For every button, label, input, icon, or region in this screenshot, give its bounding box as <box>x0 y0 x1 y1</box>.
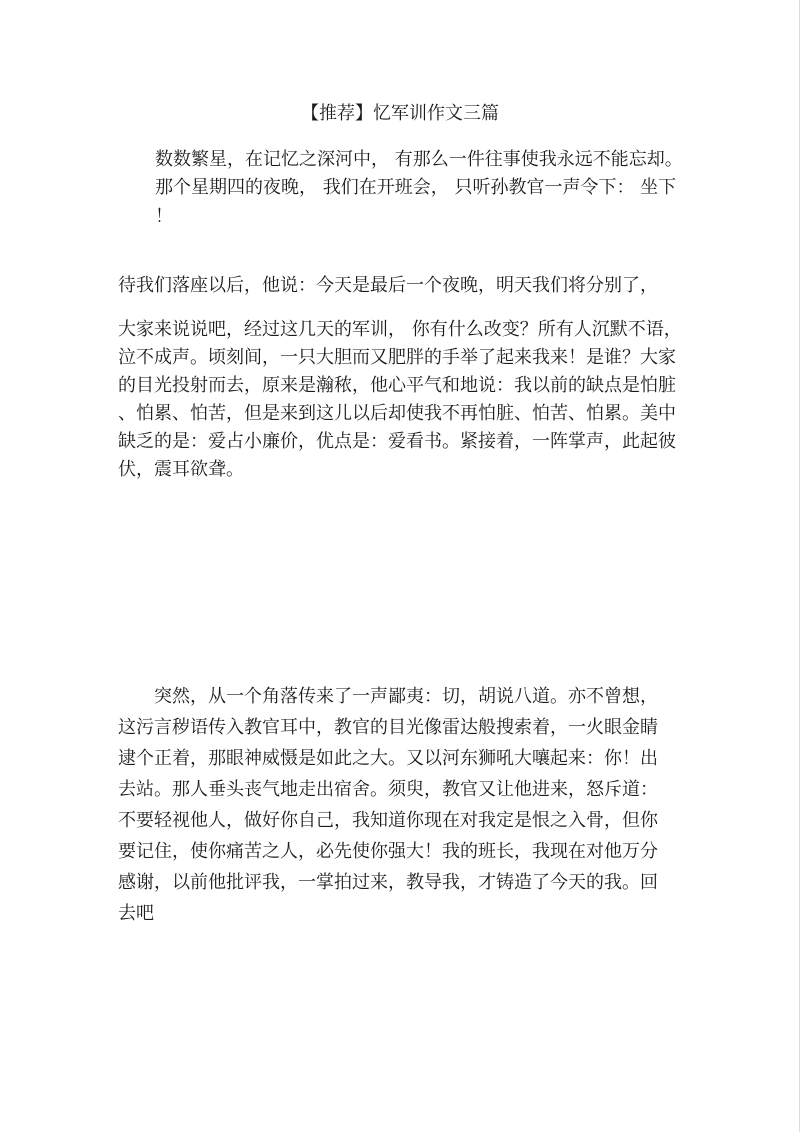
para4-line-2: 这污言秽语传入教官耳中，教官的目光像雷达般搜索着，一火眼金睛 <box>118 717 658 738</box>
para4-line-6: 要记住，使你痛苦之人，必先使你强大！我的班长，我现在对他万分 <box>118 841 658 862</box>
para4-line-3: 逮个正着，那眼神威慑是如此之大。又以河东狮吼大嚷起来：你！出 <box>118 748 658 769</box>
para4-line-7: 感谢，以前他批评我，一掌拍过来，教导我，才铸造了今天的我。回 <box>118 872 658 893</box>
para3-line-4: 、怕累、怕苦，但是来到这儿以后却使我不再怕脏、怕苦、怕累。美中 <box>118 403 676 424</box>
para3-line-5: 缺乏的是：爱占小廉价，优点是：爱看书。紧接着，一阵掌声，此起彼 <box>118 431 676 452</box>
document-title: 【推荐】忆军训作文三篇 <box>301 103 499 124</box>
para3-line-3: 的目光投射而去，原来是瀚秾，他心平气和地说：我以前的缺点是怕脏 <box>118 375 676 396</box>
intro-line-1: 数数繁星，在记忆之深河中， 有那么一件往事使我永远不能忘却。 <box>155 149 683 170</box>
intro-line-2: 那个星期四的夜晚， 我们在开班会， 只听孙教官一声令下： 坐下 <box>155 177 677 198</box>
para3-line-6: 伏，震耳欲聋。 <box>118 459 244 480</box>
para3-line-2: 泣不成声。顷刻间，一只大胆而又肥胖的手举了起来我来！是谁？大家 <box>118 347 676 368</box>
para2-line-1: 待我们落座以后，他说：今天是最后一个夜晚，明天我们将分别了， <box>118 275 658 296</box>
para4-line-5: 不要轻视他人，做好你自己，我知道你现在对我定是恨之入骨，但你 <box>118 810 658 831</box>
intro-line-3: ！ <box>155 206 173 227</box>
para4-line-1: 突然，从一个角落传来了一声鄙夷：切，胡说八道。亦不曾想， <box>154 686 658 707</box>
para3-line-1: 大家来说说吧，经过这几天的军训， 你有什么改变？所有人沉默不语， <box>118 319 682 340</box>
para4-line-4: 去站。那人垂头丧气地走出宿舍。须臾，教官又让他进来，怒斥道： <box>118 779 658 800</box>
para4-line-8: 去吧 <box>118 903 154 924</box>
